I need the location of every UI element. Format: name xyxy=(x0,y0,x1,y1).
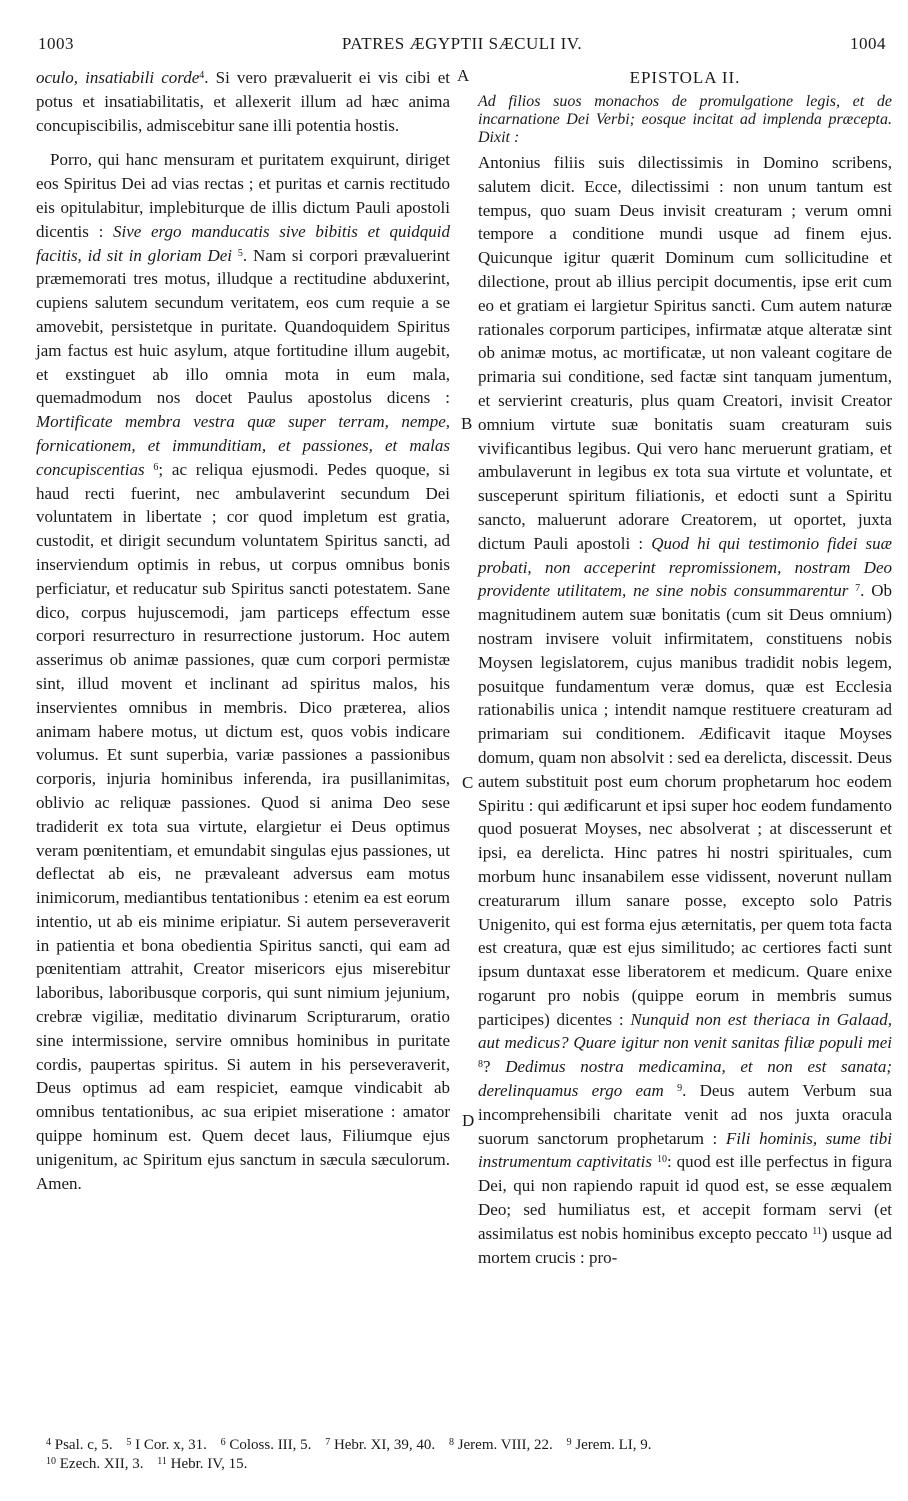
epistle-summary: Ad filios suos monachos de promulgatione legis, et de incarnatione Dei Verbi; eosque incitat ad implenda præcepta. Dixit : xyxy=(478,93,892,146)
footnote-item xyxy=(157,1456,247,1472)
footnote-item xyxy=(46,1437,113,1453)
margin-marker-b: B xyxy=(461,414,473,433)
italic-quote: Dedimus nostra medicamina, et non est sanata; derelinquamus ergo eam xyxy=(478,1057,893,1101)
italic-quote: Quod hi qui testimonio fidei suæ probati, non acceperint repromissionem, nostram Deo providente utilitatem, ne sine nobis consummarentur xyxy=(478,533,893,601)
margin-marker-c: C xyxy=(462,773,474,792)
footnote-item xyxy=(46,1456,143,1472)
footnote-ref: 5 xyxy=(237,247,243,259)
body-text: . Deus autem Verbum sua incomprehensibili charitate venit ad nos juxta oracula suorum sanctorum prophetarum : xyxy=(478,1081,892,1148)
margin-marker-d: D xyxy=(462,1111,475,1130)
footnote-ref: 10 xyxy=(656,1154,667,1166)
footnote-number: 8 xyxy=(448,1437,454,1448)
footnote-number: 5 xyxy=(126,1437,132,1448)
footnote-text: Coloss. III, 5. xyxy=(229,1437,312,1453)
italic-quote: Nunquid non est theriaca in Galaad, aut medicus? Quare igitur non venit sanitas filiæ populi mei xyxy=(478,1009,892,1053)
page-number-left: 1003 xyxy=(38,34,74,53)
footnote-ref: 8 xyxy=(478,1059,483,1071)
footnote-ref: 6 xyxy=(153,461,159,473)
footnote-ref: 4 xyxy=(199,70,205,81)
body-text: Porro, qui hanc mensuram et puritatem exquirunt, diriget eos Spiritus Dei ad vias rectas ; et puritas et carnis rectitudo eis opitulabitur, implebiturque de illis dictum Pauli apostoli dicentis : xyxy=(36,150,450,241)
body-text: Antonius filiis suis dilectissimis in Domino scribens, salutem dicit. Ecce, dilectissimi : non unum tantum est tempus, quo suam Deus invisit creaturam ; verum omni tempore a conditione mundi usque ad finem ejus. Quicunque igitur quærit Dominum cum sollicitudine et dilectione, prout ab illius percipit documentis, ipse erit cum eo et gratiam ei largietur Spiritus sancti. Cum autem naturæ rationales corporum participes, infirmatæ atque alteratæ sint ob animæ motus, ac mortificatæ, ut non valeant cogitare de primaria sui conditione, sed factæ sint tanquam jumentum, et servierint creaturis, plus quam Creatori, invisit Creator omnium virtute suæ bonitatis suam creaturam suis vivificantibus legibus. Qui vero hanc meruerunt gratiam, et ambulaverunt in legibus ex tota sua virtute et voluntate, et susceperunt spiritum filiationis, et edocti sunt a Spiritu sancto, maluerunt adorare Creatorem, ut oportet, juxta dictum Pauli apostoli : xyxy=(478,153,892,553)
footnote-text: I Cor. x, 31. xyxy=(135,1437,207,1453)
body-text: . Si vero prævaluerit ei vis cibi et potus et insatiabilitatis, et allexerit illum ad hæc anima concupiscibilis, admiscebitur sane illi potentia hostis. xyxy=(36,68,450,135)
margin-marker-a: A xyxy=(457,66,470,85)
footnote-ref: 7 xyxy=(855,583,861,595)
footnote-ref: 11 xyxy=(812,1225,822,1237)
body-text: : quod est ille perfectus in figura Dei, qui non rapiendo rapuit id quod est, se esse æqualem Deo; sed humiliatus est, et accepit formam servi (et assimilatus est nobis hominibus excepto peccato xyxy=(478,1152,893,1243)
body-text: . Nam si corpori prævaluerint præmemorati tres motus, illudque a rectitudine abduxerint, cupiens salutem secundum veritatem, eos cum requie a se amovebit, persistetque in puritate. Quandoquidem Spiritus jam factus est huic asylum, atque fortitudine illum augebit, et exstinguet ab illo omnia mota in eum mala, quemadmodum nos docet Paulus apostolus dicens : xyxy=(36,245,451,408)
footnote-ref: 9 xyxy=(677,1083,683,1095)
footnote-text: Hebr. XI, 39, 40. xyxy=(333,1437,436,1453)
epistle-body xyxy=(478,151,892,1269)
body-text: ) usque ad mortem crucis : pro- xyxy=(478,1223,893,1267)
footnote-text: Jerem. LI, 9. xyxy=(575,1437,652,1453)
footnote-text: Hebr. IV, 15. xyxy=(170,1456,248,1472)
footnote-number: 10 xyxy=(46,1456,56,1467)
italic-quote: Mortificate membra vestra quæ super terram, nempe, fornicationem, et immunditiam, et passiones, et malas concupiscentias xyxy=(36,412,450,479)
footnote-item xyxy=(126,1437,206,1453)
footnote-number: 7 xyxy=(325,1437,331,1448)
italic-quote: Sive ergo manducatis sive bibitis et quidquid facitis, id sit in gloriam Dei xyxy=(36,221,450,265)
left-paragraph-1 xyxy=(36,66,450,137)
footnote-item xyxy=(567,1437,652,1453)
footnotes xyxy=(46,1436,888,1474)
footnote-number: 9 xyxy=(566,1437,572,1448)
left-column xyxy=(36,66,450,1195)
right-column xyxy=(478,66,892,1269)
italic-quote: oculo, insatiabili corde xyxy=(36,68,200,87)
footnote-line-1 xyxy=(46,1436,888,1455)
running-title: PATRES ÆGYPTII SÆCULI IV. xyxy=(341,34,583,53)
footnote-number: 11 xyxy=(157,1456,167,1467)
epistle-title: EPISTOLA II. xyxy=(629,68,741,87)
left-paragraph-2 xyxy=(36,148,450,1195)
footnote-text: Jerem. VIII, 22. xyxy=(457,1437,553,1453)
footnote-line-2 xyxy=(46,1455,888,1474)
page-header xyxy=(38,34,886,60)
page-number-right: 1004 xyxy=(850,34,886,53)
body-text: ; ac reliqua ejusmodi. Pedes quoque, si haud recti fuerint, nec ambulaverint secundum Dei voluntatem in libertate ; cor quod impletum est gratia, custodit, et dirigit secundum voluntatem Spiritus sancti, ad inserviendum optimis in rebus, ut corpus omnibus bonis perficiatur, et reducatur sub Spiritus sancti potestatem. Sane dico, corpus hujuscemodi, jam particeps effectum esse corpori resurrecturo in resurrectione justorum. Hoc autem asserimus ob animæ passiones, quæ cum corpori permistæ sint, illud movent et inclinant ad spiritus malos, his inservientes omnibus in membris. Dico præterea, alios animam habere motus, ut dictum est, quos vobis indicare volumus. Et sunt superbia, variæ passiones a passionibus corporis, injuria hominibus inferenda, ira pusillanimitas, oblivio ac reliquæ passiones. Quod si anima Deo sese tradiderit ex tota sua virtute, elargietur ei Deus optimus veram pœnitentiam, et emundabit singulas ejus passiones, ut deflectat ab eis, ne prævaleant adversus eam motus inimicorum, mediantibus tentationibus : etenim ea est eorum intentio, ut ab eis minime eripiatur. Si autem perseveraverit in patientia et bona obedientia Spiritus sancti, qui eam ad pœnitentiam attrahit, Creator misericors ejus miserebitur laboribus, laboribusque corporis, qui sunt nimium jejunium, crebræ vigiliæ, meditatio divinarum Scripturarum, oratio sine intermissione, servire omnibus hominibus in puritate cordis, paupertas spiritus. Si autem in his perseveraverit, Deus optimus ad eam respiciet, eamque vindicabit ab omnibus tentationibus, ac sua eripiet miseratione : amator quippe hominum est. Quem decet laus, Filiumque ejus unigenitum, ac Spiritum ejus sanctum in sæcula sæculorum. Amen. xyxy=(36,459,451,1193)
footnote-item xyxy=(325,1437,435,1453)
footnote-number: 4 xyxy=(46,1437,51,1448)
footnote-item xyxy=(449,1437,553,1453)
body-text: ? xyxy=(483,1057,491,1077)
footnote-number: 6 xyxy=(220,1437,226,1448)
footnote-text: Psal. c, 5. xyxy=(54,1437,113,1453)
footnote-text: Ezech. XII, 3. xyxy=(59,1456,144,1472)
body-text: . Ob magnitudinem autem suæ bonitatis (cum sit Deus omnium) nostram invisere voluit infirmitatem, constituens nobis Moysen legislatorem, cujus manibus tradidit nobis legem, posuitque fundamentum veræ domus, quæ est Ecclesia rationabilis unica ; intendit namque restituere creaturam ad primariam sui conditionem. Ædificavit itaque Moyses domum, quam non absolvit : sed ea derelicta, discessit. Deus autem substituit post eum chorum prophetarum hoc eodem Spiritu : qui ædificarunt et ipsi super hoc eodem fundamento quod posuerat Moyses, nec absolverat ; at discesserunt et ipsi, ea derelicta. Hinc patres hi nostri spirituales, cum morbum hunc insanabilem esse vidissent, noverunt nullam creaturarum illum sanare posse, excepto solo Patris Unigenito, qui est forma ejus æternitatis, per quem tota facta est creatura, quæ est ejus similitudo; ac certiores facti sunt ipsum duntaxat esse liberatorem et medicum. Quare enixe rogarunt pro nobis (quippe eorum in membris sumus participes) dicentes : xyxy=(478,581,893,1029)
footnote-item xyxy=(221,1437,312,1453)
italic-quote: Fili hominis, sume tibi instrumentum captivitatis xyxy=(478,1128,893,1172)
